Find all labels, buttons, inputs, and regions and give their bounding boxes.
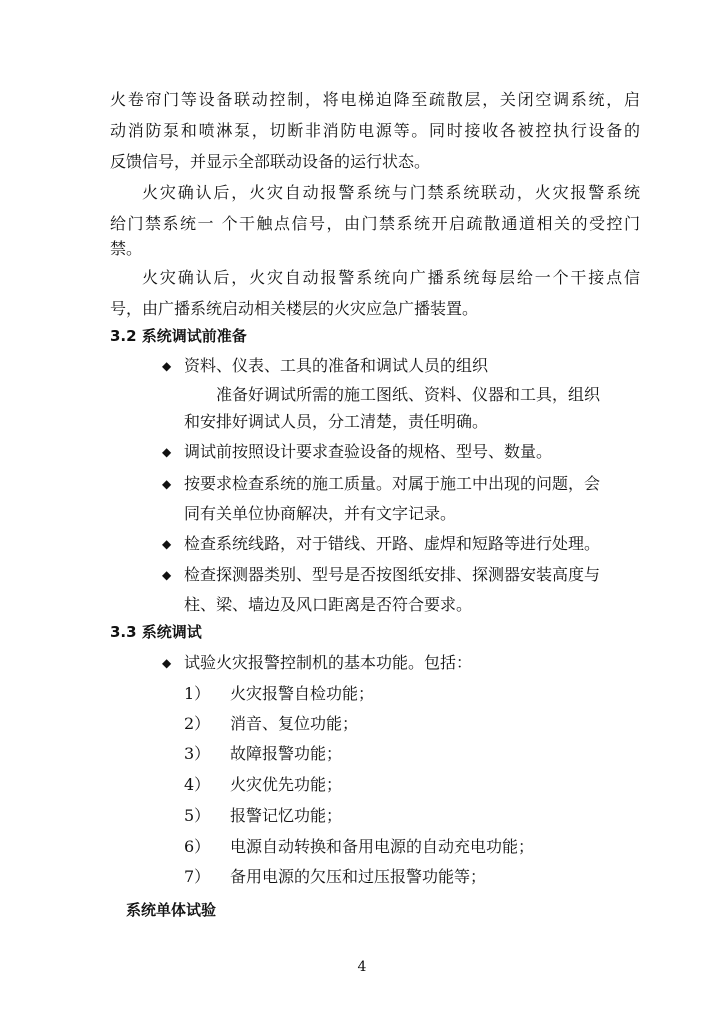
function-number: 6） [184,837,211,856]
bullet-icon: ◆ [162,359,172,373]
function-test-intro: 试验火灾报警控制机的基本功能。包括： [184,653,473,672]
function-number: 7） [184,867,211,886]
function-item: 电源自动转换和备用电源的自动充电功能； [230,837,535,856]
paragraph-1-line-3: 反馈信号，并显示全部联动设备的运行状态。 [110,152,431,171]
paragraph-2-line-1: 火灾确认后，火灾自动报警系统与门禁系统联动，火灾报警系统 [142,183,640,202]
function-item: 火灾报警自检功能； [230,684,375,703]
prep-item-6-line-1: 检查探测器类别、型号是否按图纸安排、探测器安装高度与 [184,565,601,584]
bullet-icon: ◆ [162,568,172,582]
bullet-icon: ◆ [162,477,172,491]
prep-item-2-line-1: 准备好调试所需的施工图纸、资料、仪器和工具，组织 [216,385,601,404]
page-number: 4 [357,959,367,975]
function-item: 火灾优先功能； [230,775,343,794]
function-number: 1） [184,684,211,703]
bullet-icon: ◆ [162,445,172,459]
section-3-2-heading: 3.2 系统调试前准备 [110,327,247,345]
paragraph-3-line-2: 号，由广播系统启动相关楼层的火灾应急广播装置。 [110,299,479,318]
function-number: 5） [184,806,211,825]
function-number: 2） [184,714,211,733]
paragraph-3-line-1: 火灾确认后，火灾自动报警系统向广播系统每层给一个干接点信 [142,268,640,287]
section-3-3-heading: 3.3 系统调试 [110,623,202,641]
prep-item-4-line-2: 同有关单位协商解决，并有文字记录。 [184,504,457,523]
function-item: 消音、复位功能； [230,714,359,733]
prep-item-6-line-2: 柱、梁、墙边及风口距离是否符合要求。 [184,595,473,614]
prep-item-5: 检查系统线路，对于错线、开路、虚焊和短路等进行处理。 [184,534,601,553]
prep-item-3: 调试前按照设计要求查验设备的规格、型号、数量。 [184,442,553,461]
function-item: 备用电源的欠压和过压报警功能等； [230,867,487,886]
paragraph-2-line-3: 禁。 [110,239,143,258]
subheading-unit-test: 系统单体试验 [126,901,217,919]
function-number: 4） [184,775,211,794]
function-item: 报警记忆功能； [230,806,343,825]
paragraph-1-line-1: 火卷帘门等设备联动控制，将电梯迫降至疏散层，关闭空调系统，启 [110,90,640,109]
bullet-icon: ◆ [162,537,172,551]
bullet-icon: ◆ [162,656,172,670]
function-item: 故障报警功能； [230,744,343,763]
prep-item-4-line-1: 按要求检查系统的施工质量。对属于施工中出现的问题，会 [184,474,601,493]
prep-item-2-line-2: 和安排好调试人员，分工清楚，责任明确。 [184,412,489,431]
function-number: 3） [184,744,211,763]
prep-item-1: 资料、仪表、工具的准备和调试人员的组织 [184,356,489,375]
paragraph-2-line-2: 给门禁系统一 个干触点信号，由门禁系统开启疏散通道相关的受控门 [110,214,640,233]
paragraph-1-line-2: 动消防泵和喷淋泵，切断非消防电源等。同时接收各被控执行设备的 [110,121,640,140]
